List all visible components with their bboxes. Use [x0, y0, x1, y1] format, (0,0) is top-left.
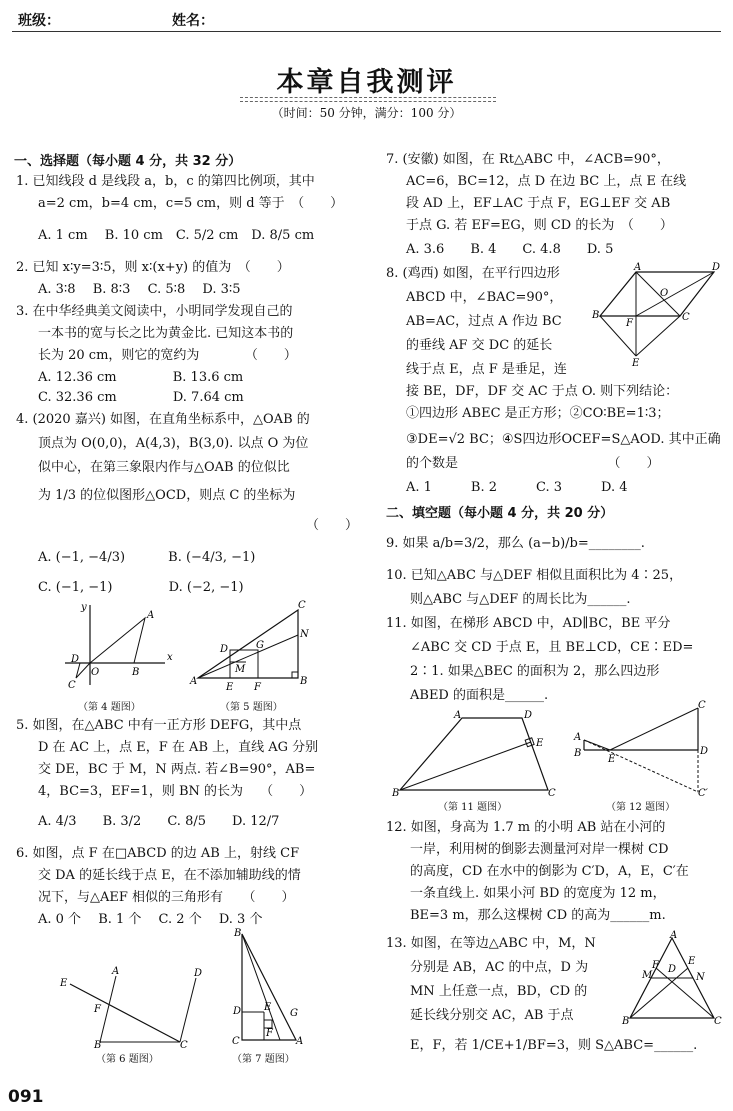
svg-text:A: A [634, 262, 642, 273]
svg-text:D: D [71, 654, 80, 665]
q4-line: 似中心，在第三象限内作与△OAB 的位似比 [38, 460, 290, 475]
q8-options: A. 1 B. 2 C. 3 D. 4 [406, 480, 628, 495]
svg-text:B: B [622, 1016, 630, 1027]
q7-line: AC=6，BC=12，点 D 在边 BC 上，点 E 在线 [406, 174, 687, 189]
q1-line: a=2 cm，b=4 cm，c=5 cm，则 d 等于 （ ） [38, 196, 344, 211]
svg-text:D: D [194, 968, 203, 979]
q3-options: A. 12.36 cm B. 13.6 cm [38, 370, 244, 385]
svg-text:C: C [698, 700, 706, 711]
q2-options: A. 3∶8 B. 8∶3 C. 5∶8 D. 3∶5 [38, 282, 241, 297]
q6-line: 6. 如图，点 F 在□ABCD 的边 AB 上，射线 CF [16, 846, 300, 861]
svg-text:C: C [714, 1016, 722, 1027]
q5-line: 4，BC=3，EF=1，则 BN 的长为 （ ） [38, 784, 313, 799]
svg-text:C: C [180, 1040, 188, 1051]
svg-text:E: E [632, 358, 640, 369]
svg-text:F: F [254, 682, 261, 693]
q4-options: A. (−1, −4/3) B. (−4/3, −1) [38, 550, 256, 565]
q7-options: A. 3.6 B. 4 C. 4.8 D. 5 [406, 242, 614, 257]
svg-text:B: B [132, 667, 140, 678]
q8-line: 的个数是 （ ） [406, 456, 660, 471]
q5-options: A. 4/3 B. 3/2 C. 8/5 D. 12/7 [38, 814, 280, 829]
q7-line: 7. (安徽) 如图，在 Rt△ABC 中，∠ACB=90°， [386, 152, 670, 167]
svg-text:F: F [94, 1004, 101, 1015]
q4-line: 为 1/3 的位似图形△OCD，则点 C 的坐标为 [38, 488, 296, 503]
svg-text:D: D [668, 964, 677, 975]
q6-options: A. 0 个 B. 1 个 C. 2 个 D. 3 个 [38, 912, 263, 927]
figure-13-diagram [622, 932, 722, 1027]
q8-line: ①四边形 ABEC 是正方形；②CO∶BE=1∶3； [406, 406, 670, 421]
svg-text:G: G [290, 1008, 298, 1019]
q8-line: AB=AC，过点 A 作边 BC [406, 314, 562, 329]
svg-text:D: D [712, 262, 721, 273]
svg-text:D: D [220, 644, 229, 655]
q4-answer-paren: （ ） [306, 518, 359, 533]
q4-options: C. (−1, −1) D. (−2, −1) [38, 580, 244, 595]
figure-12-caption: （第 12 题图） [606, 802, 676, 813]
q2-line: 2. 已知 x∶y=3∶5，则 x∶(x+y) 的值为 （ ） [16, 260, 290, 275]
svg-text:E: E [536, 738, 544, 749]
q1-line: 1. 已知线段 d 是线段 a，b，c 的第四比例项，其中 [16, 174, 315, 189]
svg-text:C: C [298, 600, 306, 611]
q13-line: 延长线分别交 AC，AB 于点 [410, 1008, 574, 1023]
q13-line: MN 上任意一点，BD，CD 的 [410, 984, 588, 999]
q10-line: 10. 已知△ABC 与△DEF 相似且面积比为 4∶25， [386, 568, 683, 583]
svg-text:A: A [296, 1036, 304, 1047]
figure-4-caption: （第 4 题图） [78, 702, 141, 713]
figure-8-diagram [592, 264, 722, 369]
q8-line: ABCD 中，∠BAC=90°， [406, 290, 563, 305]
q12-line: 一条直线上. 如果小河 BD 的宽度为 12 m， [410, 886, 666, 901]
q8-line: 线于点 E，点 F 是垂足，连 [406, 362, 567, 377]
figure-11-diagram [390, 712, 560, 797]
q13-line: E，F，若 1/CE+1/BF=3，则 S△ABC=______. [410, 1038, 698, 1053]
q9-line: 9. 如果 a/b=3/2，那么 (a−b)/b=________. [386, 536, 645, 551]
q6-line: 况下，与△AEF 相似的三角形有 （ ） [38, 890, 295, 905]
svg-text:x: x [167, 652, 173, 663]
q11-line: ABED 的面积是______. [410, 688, 549, 703]
q5-line: 5. 如图，在△ABC 中有一正方形 DEFG，其中点 [16, 718, 302, 733]
svg-text:A: A [670, 930, 678, 941]
q12-line: BE=3 m，那么这棵树 CD 的高为______m. [410, 908, 666, 923]
q8-line: 的垂线 AF 交 DC 的延长 [406, 338, 553, 353]
q3-line: 一本书的宽与长之比为黄金比. 已知这本书的 [38, 326, 294, 341]
svg-text:F: F [626, 318, 633, 329]
q7-line: 于点 G. 若 EF=EG，则 CD 的长为 （ ） [406, 218, 673, 233]
svg-text:B: B [234, 928, 242, 939]
figure-6-caption: （第 6 题图） [96, 1054, 159, 1065]
page-number: 091 [8, 1087, 44, 1107]
svg-text:E: E [264, 1002, 272, 1013]
q3-options: C. 32.36 cm D. 7.64 cm [38, 390, 244, 405]
q11-line: 11. 如图，在梯形 ABCD 中，AD∥BC，BE 平分 [386, 616, 671, 631]
q3-line: 3. 在中华经典美文阅读中，小明同学发现自己的 [16, 304, 293, 319]
q12-line: 12. 如图，身高为 1.7 m 的小明 AB 站在小河的 [386, 820, 666, 835]
figure-5-diagram [190, 602, 315, 697]
svg-text:O: O [660, 288, 669, 299]
svg-text:C: C [548, 788, 556, 799]
q8-line: 8. (鸡西) 如图，在平行四边形 [386, 266, 560, 281]
figure-7-caption: （第 7 题图） [232, 1054, 295, 1065]
q13-line: 分别是 AB，AC 的中点，D 为 [410, 960, 589, 975]
svg-text:M: M [235, 664, 246, 675]
q12-line: 的高度，CD 在水中的倒影为 C′D，A，E，C′在 [410, 864, 689, 879]
svg-text:D: D [524, 710, 533, 721]
svg-text:G: G [256, 640, 264, 651]
svg-text:N: N [696, 972, 705, 983]
q8-line: 接 BE，DF，DF 交 AC 于点 O. 则下列结论： [406, 384, 679, 399]
figure-12-diagram [570, 700, 720, 799]
svg-text:D: D [700, 746, 709, 757]
svg-text:C: C [68, 680, 76, 691]
svg-text:C: C [232, 1036, 240, 1047]
q1-options: A. 1 cm B. 10 cm C. 5/2 cm D. 8/5 cm [38, 228, 315, 243]
figure-11-caption: （第 11 题图） [438, 802, 508, 813]
svg-text:A: A [574, 732, 582, 743]
svg-text:B: B [94, 1040, 102, 1051]
svg-text:E: E [60, 978, 68, 989]
section-1-heading: 一、选择题（每小题 4 分，共 32 分） [14, 154, 242, 169]
svg-text:E: E [688, 956, 696, 967]
svg-text:B: B [574, 748, 582, 759]
svg-text:y: y [81, 602, 87, 613]
q5-line: 交 DE，BC 于 M，N 两点. 若∠B=90°，AB= [38, 762, 316, 777]
name-label: 姓名： [172, 13, 214, 29]
svg-text:D: D [233, 1006, 242, 1017]
figure-6-diagram [58, 966, 208, 1051]
q7-line: 段 AD 上，EF⊥AC 于点 F，EG⊥EF 交 AB [406, 196, 671, 211]
header-rule [12, 31, 721, 32]
svg-text:A: A [147, 610, 155, 621]
q3-line: 长为 20 cm，则它的宽约为 （ ） [38, 348, 297, 363]
svg-text:A: A [112, 966, 120, 977]
svg-text:E: E [608, 754, 616, 765]
figure-4-diagram [55, 600, 175, 700]
svg-text:F: F [266, 1028, 273, 1039]
svg-text:C′: C′ [698, 788, 708, 799]
svg-text:C: C [682, 312, 690, 323]
q4-line: 顶点为 O(0,0)，A(4,3)，B(3,0). 以点 O 为位 [38, 436, 309, 451]
page-subtitle: （时间：50 分钟，满分：100 分） [271, 106, 462, 120]
svg-text:A: A [454, 710, 462, 721]
q12-line: 一岸，利用树的倒影去测量河对岸一棵树 CD [410, 842, 669, 857]
q11-line: 2∶1. 如果△BEC 的面积为 2，那么四边形 [410, 664, 660, 679]
q8-line: ③DE=√2 BC；④S四边形OCEF=S△AOD. 其中正确 [406, 432, 721, 447]
q5-line: D 在 AC 上，点 E，F 在 AB 上，直线 AG 分别 [38, 740, 319, 755]
page-title: 本章自我测评 [276, 67, 457, 98]
q4-line: 4. (2020 嘉兴) 如图，在直角坐标系中，△OAB 的 [16, 412, 310, 427]
q10-line: 则△ABC 与△DEF 的周长比为______. [410, 592, 631, 607]
svg-text:B: B [392, 788, 400, 799]
q13-line: 13. 如图，在等边△ABC 中，M，N [386, 936, 596, 951]
svg-text:E: E [226, 682, 234, 693]
q11-line: ∠ABC 交 CD 于点 E，且 BE⊥CD，CE∶ED= [410, 640, 694, 655]
svg-text:F: F [652, 960, 659, 971]
svg-text:B: B [592, 310, 600, 321]
figure-7-diagram [228, 924, 308, 1047]
q6-line: 交 DA 的延长线于点 E，在不添加辅助线的情 [38, 868, 301, 883]
svg-text:M: M [642, 970, 653, 981]
svg-text:O: O [91, 667, 100, 678]
svg-text:B: B [300, 676, 308, 687]
svg-text:A: A [190, 676, 198, 687]
figure-5-caption: （第 5 题图） [220, 702, 283, 713]
title-rule [240, 97, 496, 102]
section-2-heading: 二、填空题（每小题 4 分，共 20 分） [386, 506, 614, 521]
class-label: 班级： [18, 13, 60, 29]
svg-text:N: N [300, 629, 309, 640]
